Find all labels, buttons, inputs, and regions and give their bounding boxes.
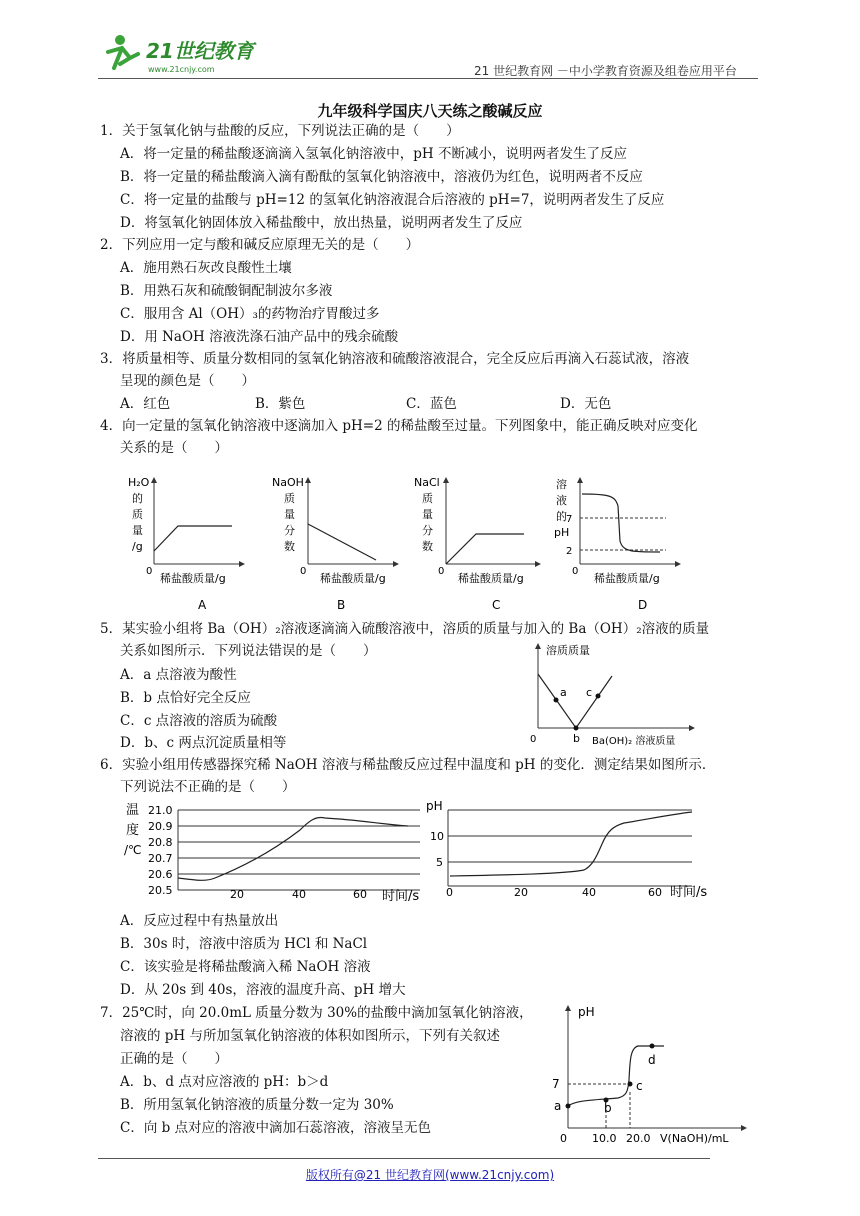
q4-graph-c xyxy=(414,476,540,612)
q7-stem-line1: 7．25℃时，向 20.0mL 质量分数为 30%的盐酸中滴加氢氧化钠溶液， xyxy=(100,1005,533,1021)
q3-stem-line2: 呈现的颜色是（ ） xyxy=(120,373,255,389)
q5-point-b xyxy=(574,726,579,731)
q3-option-b: B．紫色 xyxy=(255,396,306,412)
q6-stem-line2: 下列说法不正确的是（ ） xyxy=(120,779,296,795)
q4-c-ylabel-0: NaCl xyxy=(414,476,440,489)
q4-c-origin: 0 xyxy=(438,566,445,577)
q4-b-ylabel-3: 分 xyxy=(284,524,295,537)
q4-a-caption: A xyxy=(198,598,207,612)
q6-option-c: C．该实验是将稀盐酸滴入稀 NaOH 溶液 xyxy=(120,959,371,975)
q5-graph xyxy=(524,638,704,750)
q7-xtick-10: 10.0 xyxy=(592,1132,617,1145)
q1-option-c: C．将一定量的盐酸与 pH=12 的氢氧化钠溶液混合后溶液的 pH=7，说明两者发生了反应 xyxy=(120,192,665,208)
q7-point-d xyxy=(650,1044,655,1049)
q6-temp-ylabel-1: 度 xyxy=(126,823,140,838)
footer-rule xyxy=(98,1158,710,1159)
q4-c-curve xyxy=(446,534,524,564)
q4-c-ylabel-1: 质 xyxy=(422,492,433,505)
q6-temp-xtick-60: 60 xyxy=(353,888,367,901)
q4-c-xlabel: 稀盐酸质量/g xyxy=(458,572,524,585)
q6-ph-ylabel: pH xyxy=(426,799,443,813)
q3-option-a: A．红色 xyxy=(120,396,171,412)
q6-option-d: D．从 20s 到 40s，溶液的温度升高、pH 增大 xyxy=(120,982,406,998)
q6-temp-xtick-40: 40 xyxy=(292,888,306,901)
q4-b-caption: B xyxy=(337,598,346,612)
q4-d-tick-2: 2 xyxy=(566,546,573,557)
site-logo xyxy=(100,30,270,80)
q6-temp-xtick-20: 20 xyxy=(230,888,244,901)
q7-graph xyxy=(546,1000,756,1152)
q7-point-c xyxy=(628,1082,633,1087)
q7-ytick-7: 7 xyxy=(552,1077,560,1091)
q5-label-a: a xyxy=(560,686,567,699)
q2-option-d: D．用 NaOH 溶液洗涤石油产品中的残余硫酸 xyxy=(120,329,399,345)
q5-label-c: c xyxy=(586,686,593,699)
q6-ph-xtick-40: 40 xyxy=(582,886,596,899)
q5-xlabel: Ba(OH)₂ 溶液质量 xyxy=(592,736,676,747)
q4-a-ylabel-0: H₂O xyxy=(128,476,150,489)
q1-stem: 1．关于氢氧化钠与盐酸的反应，下列说法正确的是（ ） xyxy=(100,123,460,139)
q6-temp-ylabel-2: /℃ xyxy=(124,843,142,857)
q1-option-a: A．将一定量的稀盐酸逐滴滴入氢氧化钠溶液中，pH 不断减小，说明两者发生了反应 xyxy=(120,146,627,162)
q4-b-xlabel: 稀盐酸质量/g xyxy=(320,572,386,585)
q4-d-ylabel-1: 液 xyxy=(556,494,567,507)
q5-label-b: b xyxy=(573,732,580,745)
q4-c-ylabel-4: 数 xyxy=(422,540,433,553)
q4-d-tick-7: 7 xyxy=(566,514,573,525)
q2-option-a: A．施用熟石灰改良酸性土壤 xyxy=(120,260,292,276)
q6-ph-xlabel: 时间/s xyxy=(670,885,708,900)
q4-graph-b xyxy=(272,476,398,612)
q6-stem-line1: 6．实验小组用传感器探究稀 NaOH 溶液与稀盐酸反应过程中温度和 pH 的变化．测定结果如图所示． xyxy=(100,757,716,773)
header-rule xyxy=(98,78,758,79)
q4-a-ylabel-3: 量 xyxy=(132,524,143,537)
q5-point-a xyxy=(554,698,559,703)
q7-xtick-0: 0 xyxy=(560,1132,567,1145)
q6-temp-ytick-2: 20.8 xyxy=(148,836,173,849)
q4-d-origin: 0 xyxy=(572,566,579,577)
q4-a-curve xyxy=(154,526,232,551)
q3-stem-line1: 3．将质量相等、质量分数相同的氢氧化钠溶液和硫酸溶液混合，完全反应后再滴入石蕊试液，溶液 xyxy=(100,351,690,367)
q4-b-curve xyxy=(308,524,376,560)
q5-ylabel: 溶质质量 xyxy=(546,644,590,657)
q4-d-curve xyxy=(582,494,660,552)
q6-ph-xtick-20: 20 xyxy=(514,886,528,899)
q7-label-b: b xyxy=(604,1101,612,1115)
q4-graphs xyxy=(120,466,760,616)
page-title: 九年级科学国庆八天练之酸碱反应 xyxy=(317,102,543,120)
q7-xtick-20: 20.0 xyxy=(626,1132,651,1145)
q4-d-ylabel-2: 的 xyxy=(556,510,567,523)
q6-option-b: B．30s 时，溶液中溶质为 HCl 和 NaCl xyxy=(120,936,368,952)
q5-option-a: A．a 点溶液为酸性 xyxy=(120,667,237,683)
q4-c-ylabel-2: 量 xyxy=(422,508,433,521)
q7-option-c: C．向 b 点对应的溶液中滴加石蕊溶液，溶液呈无色 xyxy=(120,1120,432,1136)
q4-c-ylabel-3: 分 xyxy=(422,524,433,537)
q5-option-c: C．c 点溶液的溶质为硫酸 xyxy=(120,713,278,729)
q3-option-c: C．蓝色 xyxy=(406,396,457,412)
q6-ph-ytick-5: 5 xyxy=(436,856,443,869)
q6-ph-xtick-0: 0 xyxy=(446,886,453,899)
header-site-name: 21 世纪教育网 －中小学教育资源及组卷应用平台 xyxy=(474,64,737,78)
q3-option-d: D．无色 xyxy=(560,396,612,412)
q6-option-a: A．反应过程中有热量放出 xyxy=(120,913,279,929)
q6-temp-ytick-0: 21.0 xyxy=(148,804,173,817)
q7-ylabel: pH xyxy=(578,1005,595,1019)
q5-option-d: D．b、c 两点沉淀质量相等 xyxy=(120,735,287,751)
q6-ph-graph xyxy=(424,798,724,906)
q7-stem-line2: 溶液的 pH 与所加氢氧化钠溶液的体积如图所示，下列有关叙述 xyxy=(120,1028,500,1044)
q6-temp-ylabel-0: 温 xyxy=(126,803,140,818)
q6-temp-ytick-3: 20.7 xyxy=(148,852,173,865)
q4-a-ylabel-2: 质 xyxy=(132,508,143,521)
logo-text: 21世纪教育 xyxy=(146,39,254,63)
q2-stem: 2．下列应用一定与酸和碱反应原理无关的是（ ） xyxy=(100,237,420,253)
q7-label-d: d xyxy=(648,1053,656,1067)
q5-option-b: B．b 点恰好完全反应 xyxy=(120,690,251,706)
q2-option-b: B．用熟石灰和硫酸铜配制波尔多液 xyxy=(120,283,333,299)
q4-b-ylabel-4: 数 xyxy=(284,540,295,553)
q5-curve xyxy=(538,674,612,728)
q4-b-origin: 0 xyxy=(300,566,307,577)
q4-a-xlabel: 稀盐酸质量/g xyxy=(160,572,226,585)
runner-logo-icon xyxy=(108,35,138,68)
q7-option-b: B．所用氢氧化钠溶液的质量分数一定为 30% xyxy=(120,1097,394,1113)
q7-label-c: c xyxy=(636,1079,643,1093)
q4-graph-d xyxy=(554,477,680,612)
q4-b-ylabel-2: 量 xyxy=(284,508,295,521)
q4-a-ylabel-4: /g xyxy=(132,540,143,553)
q5-point-c xyxy=(596,694,601,699)
q7-stem-line3: 正确的是（ ） xyxy=(120,1051,228,1067)
q4-d-ylabel-0: 溶 xyxy=(556,478,567,491)
q6-ph-curve xyxy=(450,812,692,876)
q6-temperature-graph xyxy=(120,798,420,906)
footer-copyright-link[interactable]: 版权所有@21 世纪教育网(www.21cnjy.com) xyxy=(305,1168,555,1182)
q6-temp-ytick-5: 20.5 xyxy=(148,884,173,897)
q7-point-a xyxy=(566,1104,571,1109)
q7-label-a: a xyxy=(554,1099,562,1113)
q7-option-a: A．b、d 点对应溶液的 pH：b＞d xyxy=(120,1074,329,1090)
q1-option-d: D．将氢氧化钠固体放入稀盐酸中，放出热量，说明两者发生了反应 xyxy=(120,215,523,231)
q5-stem-line1: 5．某实验小组将 Ba（OH）₂溶液逐滴滴入硫酸溶液中，溶质的质量与加入的 Ba（OH）₂溶液的质量 xyxy=(100,621,710,637)
logo-url: www.21cnjy.com xyxy=(148,65,215,74)
q4-d-xlabel: 稀盐酸质量/g xyxy=(594,572,660,585)
q4-stem-line1: 4．向一定量的氢氧化钠溶液中逐滴加入 pH=2 的稀盐酸至过量。下列图象中，能正确反映对应变化 xyxy=(100,418,698,434)
q1-option-b: B．将一定量的稀盐酸滴入滴有酚酞的氢氧化钠溶液中，溶液仍为红色，说明两者不反应 xyxy=(120,169,643,185)
q6-temp-curve xyxy=(178,818,408,881)
q4-b-ylabel-0: NaOH xyxy=(272,476,304,489)
q4-b-ylabel-1: 质 xyxy=(284,492,295,505)
q4-graph-a xyxy=(128,476,244,612)
q4-stem-line2: 关系的是（ ） xyxy=(120,440,228,456)
q6-temp-ytick-4: 20.6 xyxy=(148,868,173,881)
q6-temp-xlabel: 时间/s xyxy=(382,889,420,904)
q5-origin: 0 xyxy=(530,734,537,745)
q4-d-caption: D xyxy=(638,598,648,612)
q4-a-ylabel-1: 的 xyxy=(132,492,143,505)
q4-d-ylabel-3: pH xyxy=(554,526,570,539)
q6-temp-ytick-1: 20.9 xyxy=(148,820,173,833)
q5-stem-line2: 关系如图所示．下列说法错误的是（ ） xyxy=(120,643,377,659)
q4-a-origin: 0 xyxy=(146,566,153,577)
q6-ph-xtick-60: 60 xyxy=(648,886,662,899)
q7-xlabel: V(NaOH)/mL xyxy=(660,1132,729,1145)
q4-c-caption: C xyxy=(492,598,501,612)
q6-ph-ytick-10: 10 xyxy=(430,830,444,843)
q2-option-c: C．服用含 Al（OH）₃的药物治疗胃酸过多 xyxy=(120,306,380,322)
